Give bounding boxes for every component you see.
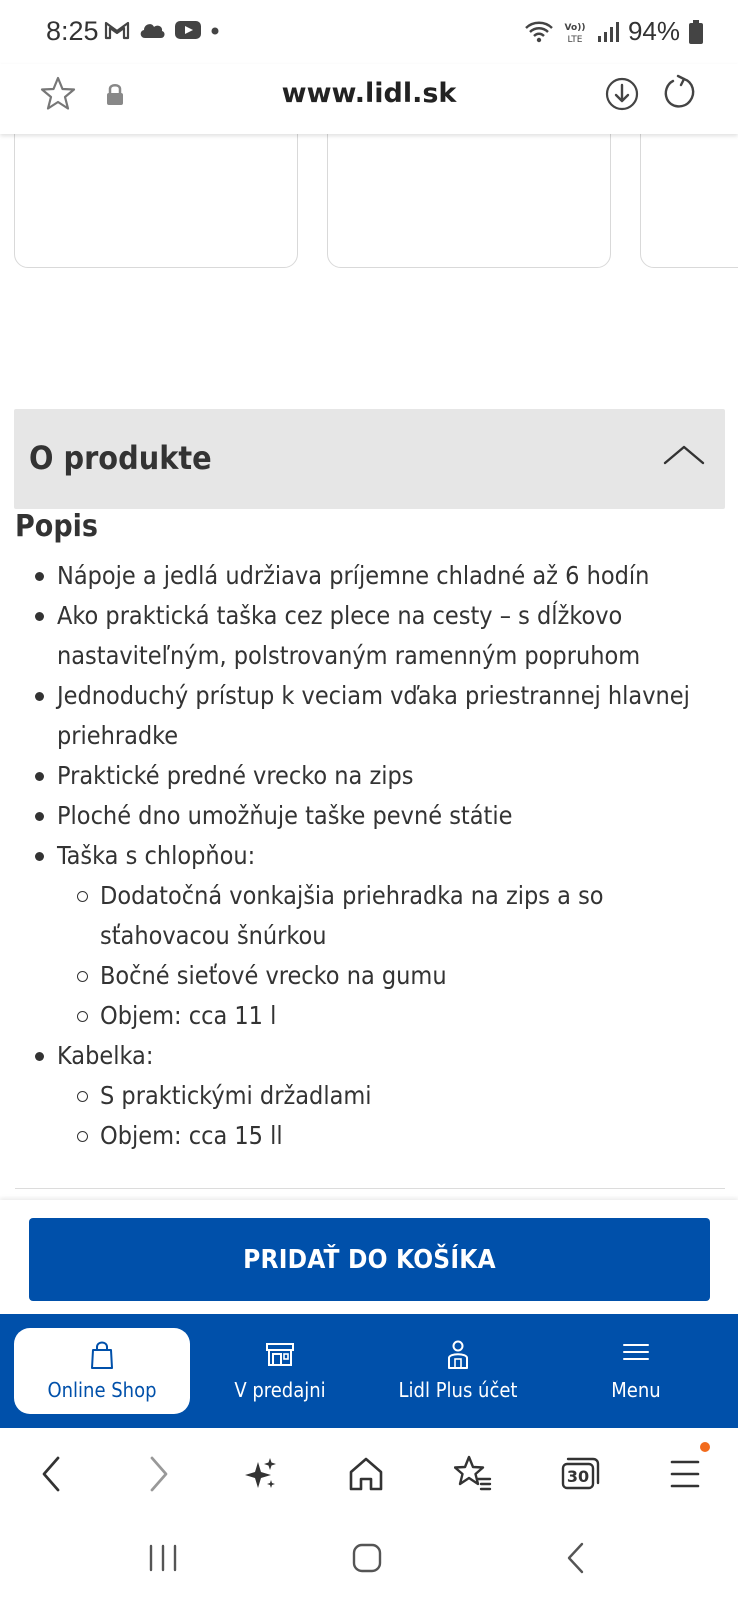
description-heading: Popis (15, 509, 98, 544)
nav-v-predajni[interactable] (192, 1328, 368, 1414)
status-system-icons (524, 16, 704, 47)
description-item-text: Taška s chlopňou: (57, 841, 256, 870)
svg-text:LTE: LTE (567, 34, 583, 45)
signal-icon (596, 20, 620, 44)
svg-text:Vo)): Vo)) (564, 22, 586, 33)
description-sublist (57, 1076, 715, 1156)
description-item (15, 596, 715, 676)
description-item (15, 836, 715, 1036)
description-item-text: Ploché dno umožňuje taške pevné státie (57, 801, 513, 830)
store-icon (265, 1340, 295, 1368)
product-carousel (0, 134, 738, 269)
description-item-text: Ako praktická taška cez plece na cesty – s dĺžkovo nastaviteľným, polstrovaným ramenným popruhom (57, 601, 641, 670)
lidl-bottom-nav (0, 1314, 738, 1428)
description-item (15, 556, 715, 596)
status-bar (0, 0, 738, 64)
back-system-icon[interactable] (562, 1538, 590, 1578)
reload-icon[interactable] (662, 74, 698, 112)
nav-label: Online Shop (47, 1378, 157, 1402)
battery-percent: 94% (627, 16, 680, 46)
description-sublist (57, 876, 715, 1036)
download-icon[interactable] (604, 76, 640, 112)
home-icon[interactable] (348, 1452, 384, 1496)
accordion-title: O produkte (29, 439, 212, 477)
hamburger-icon (621, 1340, 651, 1364)
tabs-count: 30 (566, 1467, 590, 1486)
description-subitem: S praktickými držadlami (57, 1076, 715, 1116)
description-subitem: Dodatočná vonkajšia priehradka na zips a so sťahovacou šnúrkou (57, 876, 715, 956)
notification-dot (700, 1442, 710, 1452)
status-time: 8:25 (46, 16, 99, 46)
description-subitem: Bočné sieťové vrecko na gumu (57, 956, 715, 996)
description-item-text: Jednoduchý prístup k veciam vďaka priestrannej hlavnej priehradke (57, 681, 690, 750)
bookmarks-icon[interactable] (454, 1452, 492, 1496)
home-system-icon[interactable] (350, 1538, 384, 1578)
account-icon (446, 1340, 470, 1370)
sparkle-icon[interactable] (244, 1452, 278, 1496)
recent-apps-icon[interactable] (146, 1538, 180, 1578)
add-to-cart-bar (0, 1200, 738, 1314)
dot-icon (210, 20, 220, 40)
system-navigation-bar (0, 1520, 738, 1600)
forward-icon[interactable] (144, 1452, 174, 1496)
nav-label: V predajni (234, 1378, 326, 1402)
status-notification-icons (104, 20, 220, 40)
tabs-button[interactable] (560, 1452, 600, 1496)
product-card[interactable] (640, 134, 738, 268)
nav-label: Lidl Plus účet (398, 1378, 518, 1402)
description-list (15, 556, 715, 1156)
description-item-text: Kabelka: (57, 1041, 154, 1070)
browser-toolbar (0, 1428, 738, 1520)
nav-menu[interactable] (548, 1328, 724, 1414)
youtube-icon (174, 20, 202, 40)
description-item (15, 676, 715, 756)
gmail-icon (104, 20, 130, 40)
url-text[interactable]: www.lidl.sk (281, 78, 457, 109)
product-card[interactable] (14, 134, 298, 268)
description-item-text: Nápoje a jedlá udržiava príjemne chladné až 6 hodín (57, 561, 650, 590)
add-to-cart-button[interactable]: PRIDAŤ DO KOŠÍKA (29, 1218, 710, 1301)
description-item (15, 1036, 715, 1156)
description-item (15, 756, 715, 796)
description-subitem: Objem: cca 15 ll (57, 1116, 715, 1156)
volte-icon (562, 19, 588, 45)
cloud-icon (138, 20, 166, 40)
divider (15, 1188, 725, 1189)
battery-icon (688, 19, 704, 45)
browser-url-bar (0, 64, 738, 134)
shopping-bag-icon (90, 1340, 114, 1370)
nav-lidl-plus-ucet[interactable] (370, 1328, 546, 1414)
description-subitem: Objem: cca 11 l (57, 996, 715, 1036)
accordion-o-produkte[interactable] (14, 409, 725, 509)
nav-online-shop[interactable] (14, 1328, 190, 1414)
product-card[interactable] (327, 134, 611, 268)
wifi-icon (524, 20, 554, 44)
chevron-up-icon[interactable] (663, 443, 705, 467)
description-item (15, 796, 715, 836)
back-icon[interactable] (36, 1452, 66, 1496)
description-item-text: Praktické predné vrecko na zips (57, 761, 414, 790)
nav-label: Menu (611, 1378, 661, 1402)
menu-icon[interactable] (668, 1452, 702, 1496)
